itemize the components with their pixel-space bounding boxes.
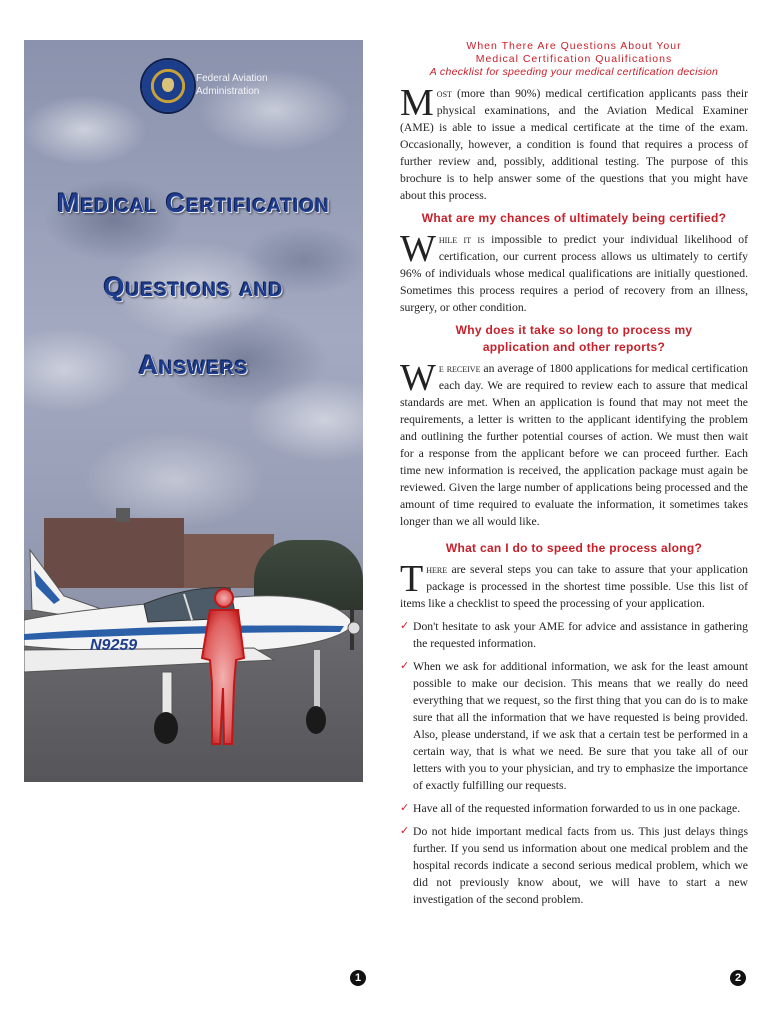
cover-title-line-1: Medical Certification bbox=[57, 188, 330, 218]
header-line-2: Medical Certification Qualifications bbox=[475, 53, 673, 65]
intro-paragraph bbox=[400, 82, 748, 204]
checkmark-icon: ✓ bbox=[400, 660, 410, 672]
page-number: 1 bbox=[350, 970, 366, 986]
header-line-1: When There Are Questions About Your bbox=[466, 40, 682, 52]
paragraph-text: an average of 1800 applications for medical certification each day. We are required to review each to assure that medical standards are met. When an application is found that may not meet the requirements, a letter is written to the applicant identifying the problem and outlining the further potential courses of action. We must then wait for a response from the applicant before we can proceed further. Each time new information is received, the application package must again be reviewed. Given the large number of applications being processed and the amount of time required to evaluate the information, it sometimes takes longer than we all would like. bbox=[400, 362, 748, 528]
checklist bbox=[400, 618, 748, 908]
checkmark-icon: ✓ bbox=[400, 825, 410, 837]
pilot-silhouette bbox=[198, 588, 248, 746]
faa-seal-logo bbox=[142, 60, 194, 112]
checklist-item bbox=[400, 658, 748, 794]
checklist-item bbox=[400, 823, 748, 908]
agency-line-2: Administration bbox=[196, 86, 260, 97]
paragraph-text: are several steps you can take to assure that your application package is processed in the shortest time possible. Use this list of items like a checklist to speed the processing of your application. bbox=[400, 563, 748, 610]
aircraft-registration: N9259 bbox=[90, 637, 138, 654]
drop-cap: W bbox=[400, 228, 436, 270]
checklist-text: When we ask for additional information, we ask for the least amount possible to make our decision. This means that we really do need everything that we request, so the first thing that you can do is to make sure that all the information that we have requested is being provided. Also, please understand, if we ask that a certain test be performed in a certain way, that is what we need. Be sure that you take all of our letters with you to your physician, and try to emphasize the importance of exactly fulfilling our requests. bbox=[413, 660, 748, 792]
drop-cap: T bbox=[400, 558, 424, 600]
header-subtitle: A checklist for speeding your medical certification decision bbox=[429, 66, 719, 78]
page-number: 2 bbox=[730, 970, 746, 986]
checklist-text: Don't hesitate to ask your AME for advice and assistance in gathering the requested information. bbox=[413, 620, 748, 650]
checklist-text: Have all of the requested information forwarded to us in one package. bbox=[413, 802, 741, 815]
text-page bbox=[400, 40, 748, 914]
checkmark-icon: ✓ bbox=[400, 620, 410, 632]
checklist-item bbox=[400, 800, 748, 817]
question-heading bbox=[400, 322, 748, 356]
drop-cap: M bbox=[400, 82, 434, 124]
drop-cap: W bbox=[400, 357, 436, 399]
page-header bbox=[400, 40, 748, 79]
agency-line-1: Federal Aviation bbox=[196, 73, 268, 84]
checklist-item bbox=[400, 618, 748, 652]
lead-in: here bbox=[426, 563, 448, 576]
cover-title-line-3: Answers bbox=[138, 350, 249, 380]
cover-panel bbox=[24, 40, 363, 782]
answer-paragraph bbox=[400, 558, 748, 612]
checkmark-icon: ✓ bbox=[400, 802, 410, 814]
cover-title-line-2: Questions and bbox=[103, 272, 284, 302]
agency-name bbox=[196, 72, 268, 98]
paragraph-text: impossible to predict your individual likelihood of certification, our current process allows us ultimately to certify 96% of individuals whose medical qualifications are initially questioned. Sometimes this process requires a period of recovery from an illness, surgery, or other condition. bbox=[400, 233, 748, 314]
lead-in: hile it is bbox=[438, 233, 485, 246]
lead-in: e receive bbox=[438, 362, 481, 375]
question-line-2: application and other reports? bbox=[482, 340, 666, 354]
paragraph-text: (more than 90%) medical certification applicants pass their physical examinations, and the Aviation Medical Examiner (AME) is able to issue a medical certificate at the time of the exam. Occasionally, however, a condition is found that requires a process of further review and, possibly, additional testing. The purpose of this brochure is to help answer some of the questions that you might have about this process. bbox=[400, 87, 748, 202]
checklist-text: Do not hide important medical facts from us. This just delays things further. If you send us information about one medical problem and the hospital records indicate a second serious medical problem, which we did not previously know about, we will have to start a new investigation of the second problem. bbox=[413, 825, 748, 906]
airplane-illustration bbox=[24, 500, 363, 760]
question-line-1: Why does it take so long to process my bbox=[455, 323, 693, 337]
question-heading: What are my chances of ultimately being certified? bbox=[421, 211, 727, 225]
answer-paragraph bbox=[400, 228, 748, 316]
lead-in: ost bbox=[436, 87, 452, 100]
question-heading: What can I do to speed the process along? bbox=[445, 541, 703, 555]
answer-paragraph bbox=[400, 357, 748, 530]
